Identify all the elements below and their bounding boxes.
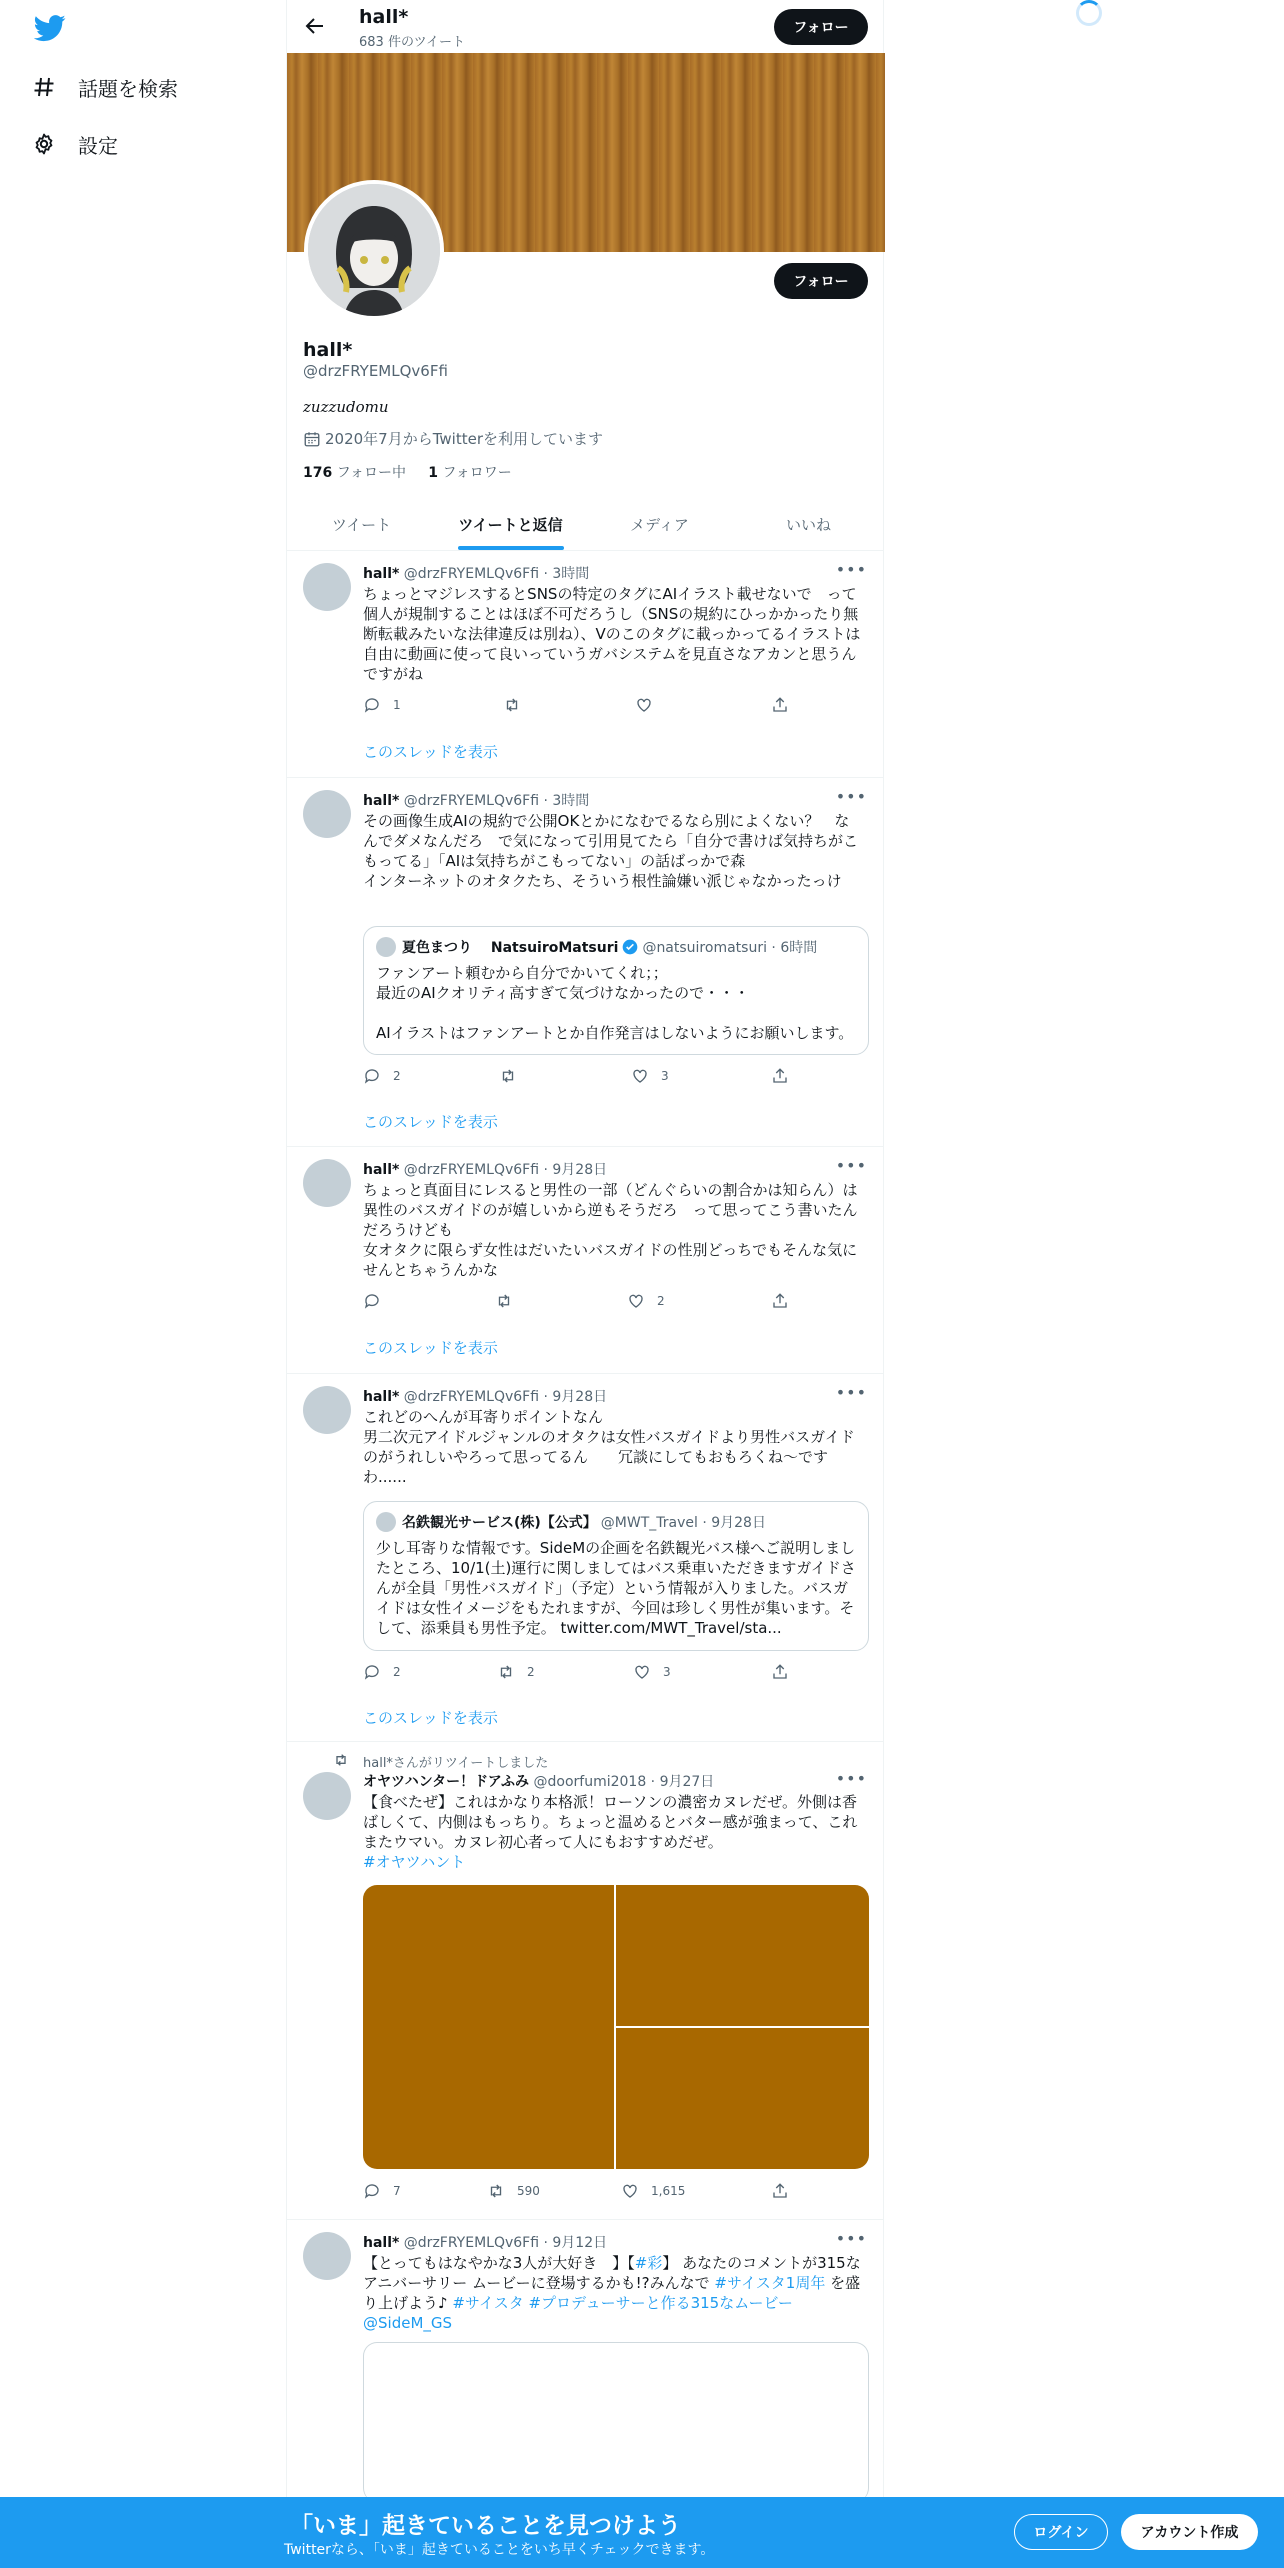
link-card[interactable] [363,2342,869,2502]
reply-count: 1 [393,698,401,712]
hashtag-icon [30,73,58,101]
tweet-author[interactable]: hall* [363,793,400,809]
tab-tweets[interactable]: ツイート [331,515,392,534]
retweet-button[interactable] [499,1067,529,1085]
hashtag-link[interactable]: #サイスタ1周年 [714,2274,826,2292]
tweet-text: 【食べたぜ】これはかなり本格派！ローソンの濃密カヌレだぜ。外側は香 ばしくて、内側はもっちり。ちょっと温めるとバター感が強まって、これ またウマい。カヌレ初心者って人にもおすすめだぜ。 [363,1793,858,1851]
show-thread-link[interactable]: このスレッドを表示 [363,743,498,761]
more-icon[interactable]: ••• [835,2229,867,2248]
tweet-header [363,2232,607,2252]
profile-avatar[interactable] [304,180,444,320]
share-icon [771,2182,789,2200]
tweet-header [363,790,589,810]
hashtag-link[interactable]: #サイスタ #プロデューサーと作る315なムービー [452,2294,793,2312]
tweet-header [363,563,589,583]
tab-tweets-and-replies[interactable]: ツイートと返信 [436,498,585,550]
tweet-actions [363,1292,787,1312]
tab-likes[interactable]: いいね [785,515,831,534]
reply-button[interactable] [363,1292,393,1310]
retweet-button[interactable] [495,1292,525,1310]
reply-icon [363,1067,381,1085]
profile-handle: @drzFRYEMLQv6Ffi [303,362,448,380]
following-label: フォロー中 [336,465,406,481]
more-icon[interactable]: ••• [835,1769,867,1788]
share-icon [771,1663,789,1681]
quote-meta: @natsuiromatsuri · 6時間 [642,940,818,956]
top-bar [287,0,883,53]
heart-icon [635,696,653,714]
tweet-author[interactable]: オヤツハンター！ドアふみ [363,1774,530,1790]
reply-count: 2 [393,1069,401,1083]
like-button[interactable] [627,1292,665,1310]
loading-spinner-icon [1076,0,1102,26]
signup-banner [0,2497,1284,2568]
tweet-meta: @drzFRYEMLQv6Ffi · 3時間 [403,793,590,809]
tweet-actions [363,1663,787,1683]
tweet-avatar[interactable] [303,563,351,611]
header-follow-button[interactable]: フォロー [774,9,868,45]
tweet-header [363,1386,607,1406]
tab-media[interactable]: メディア [630,515,689,534]
retweet-icon [497,1663,515,1681]
show-thread-link[interactable]: このスレッドを表示 [363,1709,498,1727]
sidebar-item-label: 設定 [78,133,118,158]
like-count: 3 [661,1069,669,1083]
tweet-author[interactable]: hall* [363,566,400,582]
tweet-header [363,1771,714,1791]
following-link[interactable] [303,465,406,481]
share-button[interactable] [771,1292,801,1310]
more-icon[interactable]: ••• [835,1156,867,1175]
create-account-button[interactable]: アカウント作成 [1121,2514,1258,2550]
sidebar-item-explore[interactable] [30,65,178,109]
profile-stats [303,462,512,482]
retweet-icon [495,1292,513,1310]
profile-name: hall* [303,339,353,361]
following-count: 176 [303,465,333,481]
followers-label: フォロワー [442,465,512,481]
twitter-logo-icon[interactable] [34,12,66,44]
quote-header [376,937,817,957]
profile-joined [303,428,603,449]
reply-icon [363,2182,381,2200]
reply-button[interactable] [363,696,401,714]
retweet-icon [503,696,521,714]
tweet[interactable] [287,1742,883,2220]
heart-icon [631,1067,649,1085]
hashtag-link[interactable]: #オヤツハント [363,1853,466,1871]
sidebar-item-settings[interactable] [30,122,118,166]
quote-avatar [376,937,396,957]
reply-count: 7 [393,2184,401,2198]
like-button[interactable] [635,696,665,714]
quote-text: ファンアート頼むから自分でかいてくれ；； 最近のAIクオリティ高すぎて気づけなかったので・・・ AIイラストはファンアートとか自作発言はしないようにお願いします。 [376,964,854,1042]
retweet-button[interactable] [487,2182,540,2200]
verified-badge-icon [622,939,638,955]
tweet-avatar[interactable] [303,1772,351,1820]
hashtag-link[interactable]: #彩 [634,2254,663,2272]
retweet-button[interactable] [497,1663,535,1681]
quote-avatar [376,1512,396,1532]
retweet-button[interactable] [503,696,533,714]
quote-text: 少し耳寄りな情報です。SideMの企画を名鉄観光バス様へご説明しまし たところ、10/1(土)運行に関しましてはバス乗車いただきますガイドさ んが全員「男性バスガイド」（予定）という情報が入りました。バスガ イドは女性イメージをもたれますが、今回は珍しく男性が集います。そ して、添乗員も男性予定。 twitter.com/MWT_Travel/sta... [376,1539,856,1637]
reply-icon [363,1663,381,1681]
tweet-avatar[interactable] [303,790,351,838]
like-button[interactable] [633,1663,671,1681]
share-button[interactable] [771,1067,801,1085]
tweet-text: ちょっと真面目にレスると男性の一部（どんぐらいの割合かは知らん）は 異性のバスガイドのが嬉しいから逆もそうだろ って思ってこう書いたん だろうけども 女オタクに限らず女性はだいたいバスガイドの性別どっちでもそんな気に せんとちゃうんかな [363,1181,858,1279]
reply-button[interactable] [363,1067,401,1085]
avatar-illustration-icon [308,184,440,316]
tweet-meta: @drzFRYEMLQv6Ffi · 9月28日 [403,1389,608,1405]
tweet-avatar[interactable] [303,1159,351,1207]
like-button[interactable] [631,1067,669,1085]
more-icon[interactable]: ••• [835,1383,867,1402]
more-icon[interactable]: ••• [835,787,867,806]
tweet-text-part: 【とってもはなやかな3人が大好き 】【 [363,2254,635,2272]
quoted-tweet[interactable] [363,926,869,1055]
tweet-meta: @drzFRYEMLQv6Ffi · 9月28日 [403,1162,608,1178]
retweeted-by-label: hall*さんがリツイートしました [363,1756,549,1771]
reply-icon [363,696,381,714]
retweet-count: 590 [517,2184,540,2198]
reply-count: 2 [393,1665,401,1679]
heart-icon [621,2182,639,2200]
quote-meta: @MWT_Travel · 9月28日 [600,1515,766,1531]
reply-icon [363,1292,381,1310]
tweet-author[interactable]: hall* [363,1162,400,1178]
share-button[interactable] [771,696,801,714]
tweet-avatar[interactable] [303,2232,351,2280]
tweet[interactable] [287,1147,883,1374]
reply-button[interactable] [363,2182,401,2200]
tweet[interactable] [287,1374,883,1742]
retweet-icon [487,2182,505,2200]
signup-banner-subtitle: Twitterなら、「いま」起きていることをいち早くチェックできます。 [284,2542,715,2558]
tweet-media-grid [363,1885,869,2169]
share-icon [771,1292,789,1310]
share-button[interactable] [771,1663,801,1681]
tweet-actions [363,1067,787,1087]
show-thread-link[interactable]: このスレッドを表示 [363,1339,498,1357]
header-tweet-count: 683 件のツイート [359,35,466,50]
tweet-text-part: 】 あなたのコメントが315な アニバーサリー ムービーに登場するかも!?みんなで [363,2254,861,2292]
retweeted-icon [333,1752,349,1768]
retweet-icon [499,1067,517,1085]
share-button[interactable] [771,2182,801,2200]
tweet-actions [363,2182,787,2202]
tweet[interactable] [287,778,883,1147]
quoted-tweet[interactable] [363,1501,869,1651]
share-icon [771,696,789,714]
tweet-meta: @drzFRYEMLQv6Ffi · 9月12日 [403,2235,608,2251]
tweet-author[interactable]: hall* [363,2235,400,2251]
signup-banner-title: 「いま」起きていることを見つけよう [290,2513,681,2539]
like-button[interactable] [621,2182,685,2200]
like-count: 1,615 [651,2184,686,2198]
tweet-meta: @doorfumi2018 · 9月27日 [533,1774,715,1790]
tweet-text: これどのへんが耳寄りポイントなん 男二次元アイドルジャンルのオタクは女性バスガイドより男性バスガイド のがうれしいやろって思ってるん 冗談にしてもおもろくね〜です わ...... [363,1408,855,1486]
show-thread-link[interactable]: このスレッドを表示 [363,1113,498,1131]
tweet-meta: @drzFRYEMLQv6Ffi · 3時間 [403,566,590,582]
tweet-actions [363,696,787,716]
tweet-text: ちょっとマジレスするとSNSの特定のタグにAIイラスト載せないで って 個人が規制することはほぼ不可だろうし（SNSの規約にひっかかったり無 断転載みたいな法律違反は別ね）、Vのこのタグに載っかってるイラストは 自由に動画に使って良いっていうガバシステムを見直さなアカンと思うん ですがね [363,585,861,683]
heart-icon [627,1292,645,1310]
mention-link[interactable]: @SideM_GS [363,2314,453,2332]
tweet-header [363,1159,607,1179]
header-name: hall* [359,6,409,28]
main-column [286,0,884,2568]
followers-count: 1 [428,465,439,481]
more-icon[interactable]: ••• [835,560,867,579]
gear-icon [30,130,58,158]
tweet[interactable] [287,551,883,778]
media-image[interactable] [363,1885,614,2169]
followers-link[interactable] [428,465,512,481]
retweet-count: 2 [527,1665,535,1679]
tweet-text: その画像生成AIの規約で公開OKとかになむでるなら別によくない？ な んでダメなんだろ で気になって引用見てたら「自分で書けば気持ちがこ もってる」「AIは気持ちがこもってない」の話ばっかで森 インターネットのオタクたち、そういう根性論嫌い派じゃなかったっけ [363,812,859,890]
sidebar-item-label: 話題を検索 [78,76,178,101]
quote-author: 夏色まつり NatsuiroMatsuri [402,940,619,956]
profile-tabs [287,498,883,551]
tweet-text [363,2253,871,2333]
profile-follow-button[interactable]: フォロー [774,263,868,299]
quote-author: 名鉄観光サービス(株)【公式】 [402,1515,597,1531]
joined-text: 2020年7月からTwitterを利用しています [325,430,603,448]
tweet-author[interactable]: hall* [363,1389,400,1405]
media-image[interactable] [616,2028,869,2169]
tweet-avatar[interactable] [303,1386,351,1434]
heart-icon [633,1663,651,1681]
profile-bio: zuzzudomu [303,398,389,416]
login-button[interactable]: ログイン [1014,2514,1108,2550]
tweet-text-part: を盛 り上げよう♪ [363,2274,861,2312]
media-image[interactable] [616,1885,869,2026]
share-icon [771,1067,789,1085]
like-count: 2 [657,1294,665,1308]
quote-header [376,1512,766,1532]
like-count: 3 [663,1665,671,1679]
back-arrow-icon[interactable] [303,14,327,38]
calendar-icon [303,430,321,448]
reply-button[interactable] [363,1663,401,1681]
